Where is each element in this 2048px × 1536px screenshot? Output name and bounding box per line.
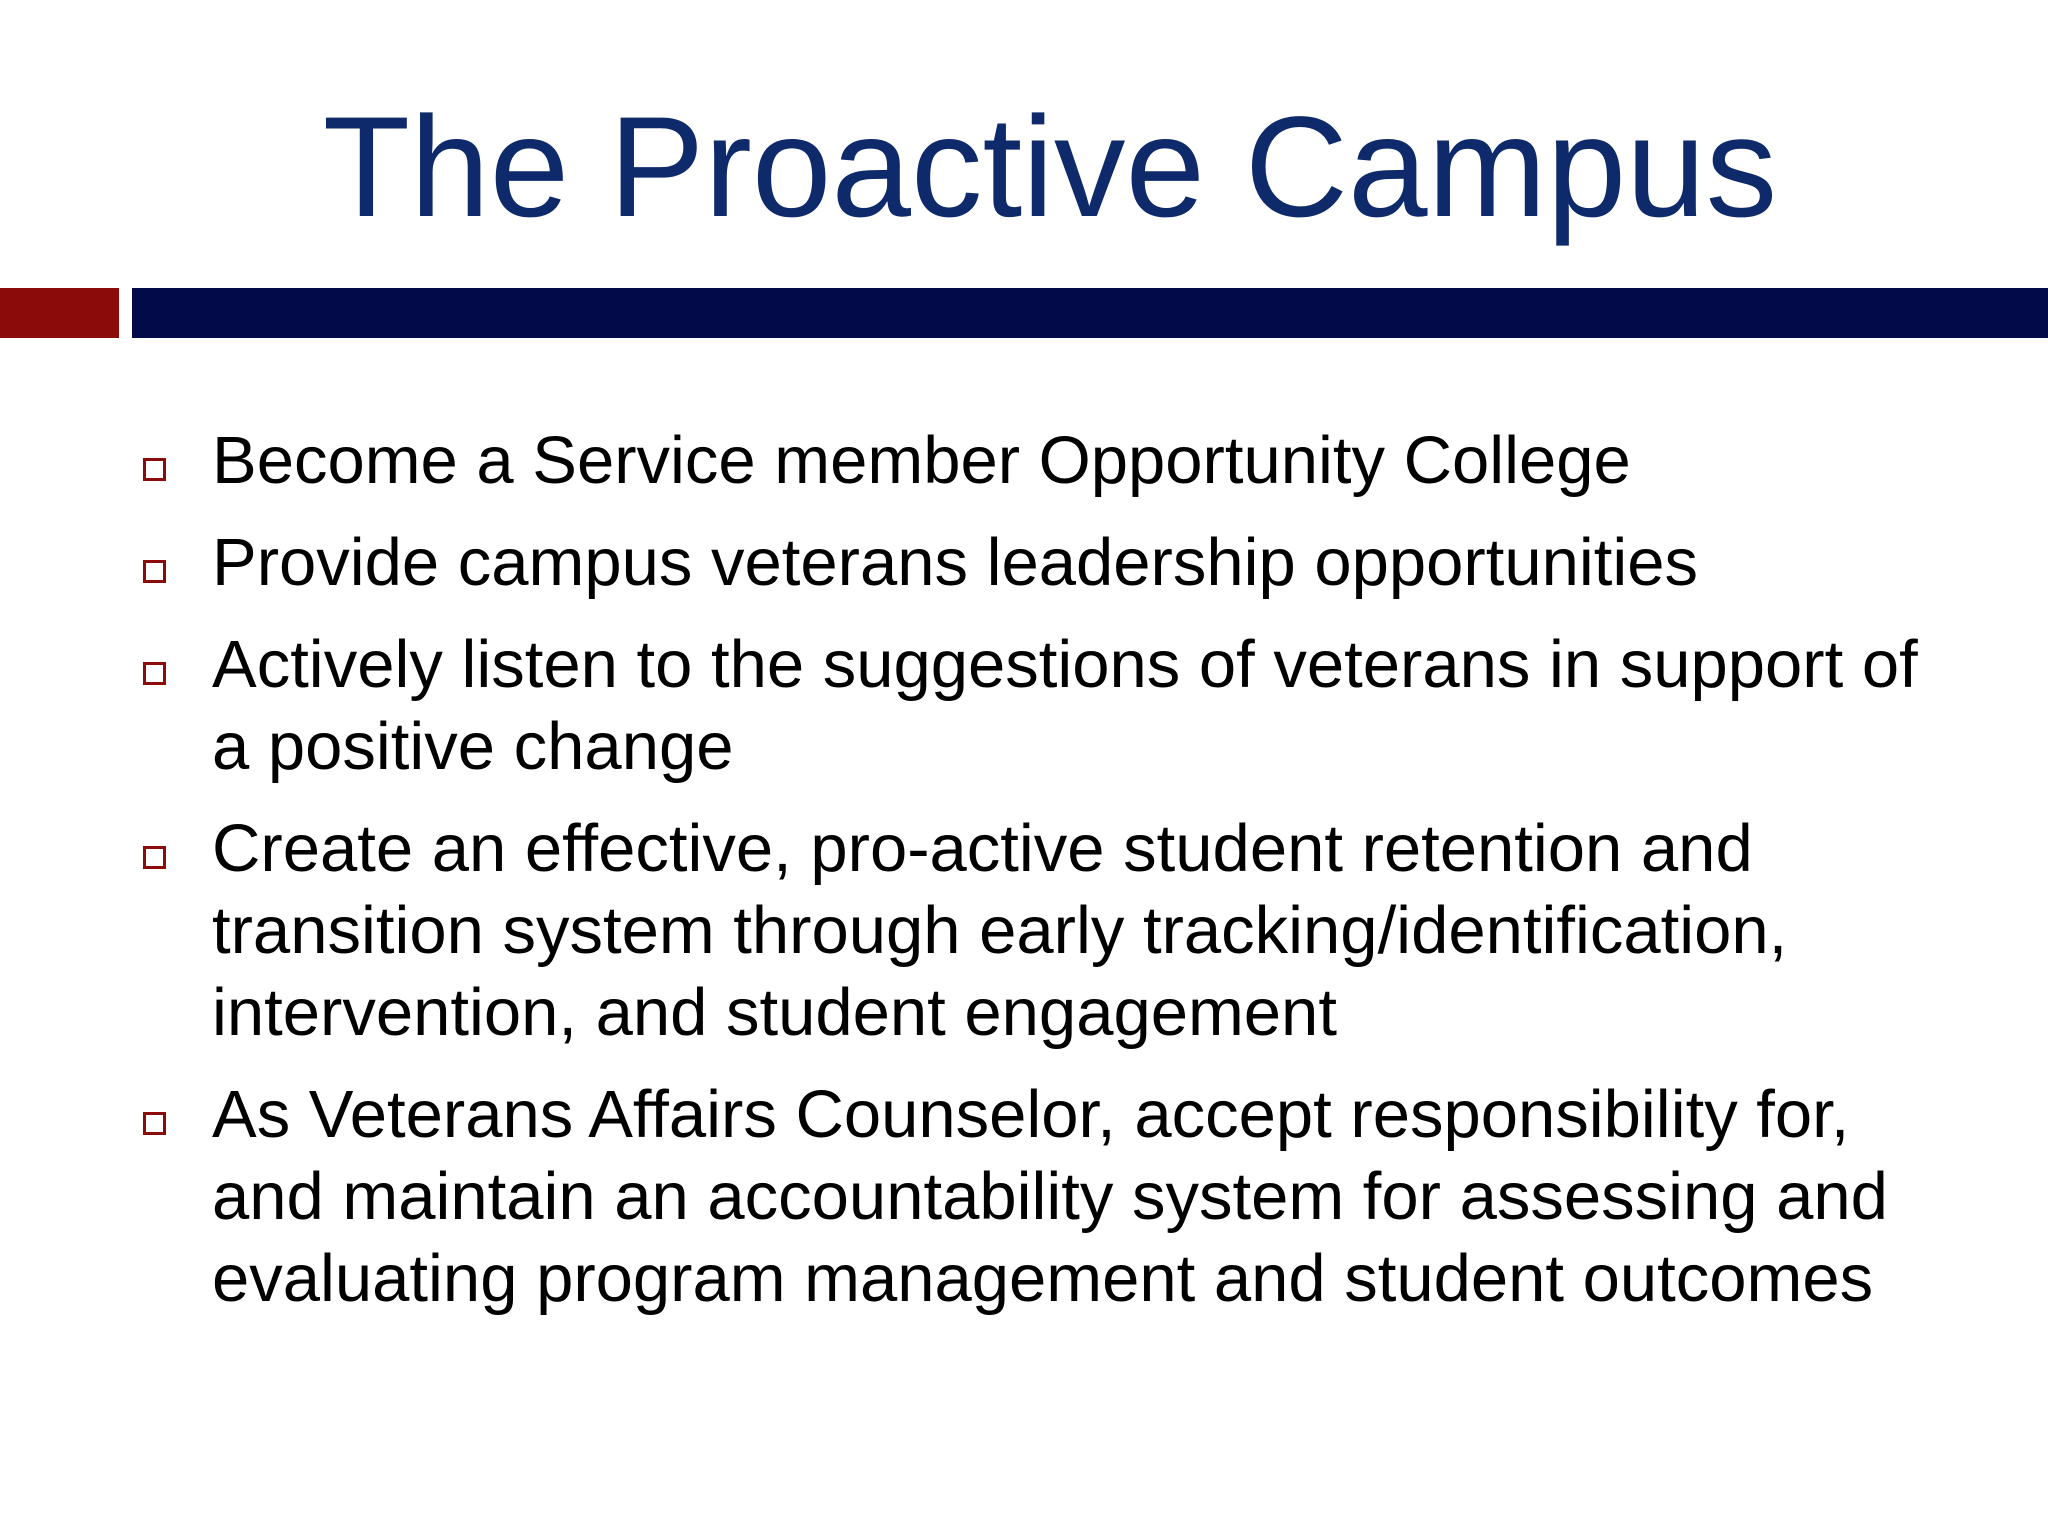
accent-bar-navy — [132, 288, 2048, 338]
bullet-list — [143, 420, 1943, 1340]
bullet-item — [143, 522, 1943, 604]
hollow-square-icon — [143, 846, 166, 869]
bullet-item — [143, 808, 1943, 1054]
bullet-text: Create an effective, pro-active student retention and transition system through early tracking/identification, intervention, and student engagement — [212, 811, 1788, 1050]
bullet-item — [143, 420, 1943, 502]
hollow-square-icon — [143, 458, 166, 481]
hollow-square-icon — [143, 1112, 166, 1135]
bullet-text: As Veterans Affairs Counselor, accept responsibility for, and maintain an accountability system for assessing and evaluating program management and student outcomes — [212, 1077, 1888, 1316]
bullet-text: Become a Service member Opportunity College — [212, 423, 1631, 498]
bullet-item — [143, 1074, 1943, 1320]
bullet-item — [143, 624, 1943, 788]
hollow-square-icon — [143, 560, 166, 583]
bullet-text: Actively listen to the suggestions of veterans in support of a positive change — [212, 627, 1918, 784]
bullet-text: Provide campus veterans leadership opportunities — [212, 525, 1699, 600]
accent-bar-red — [0, 288, 119, 338]
hollow-square-icon — [143, 662, 166, 685]
slide-title: The Proactive Campus — [322, 88, 1778, 247]
